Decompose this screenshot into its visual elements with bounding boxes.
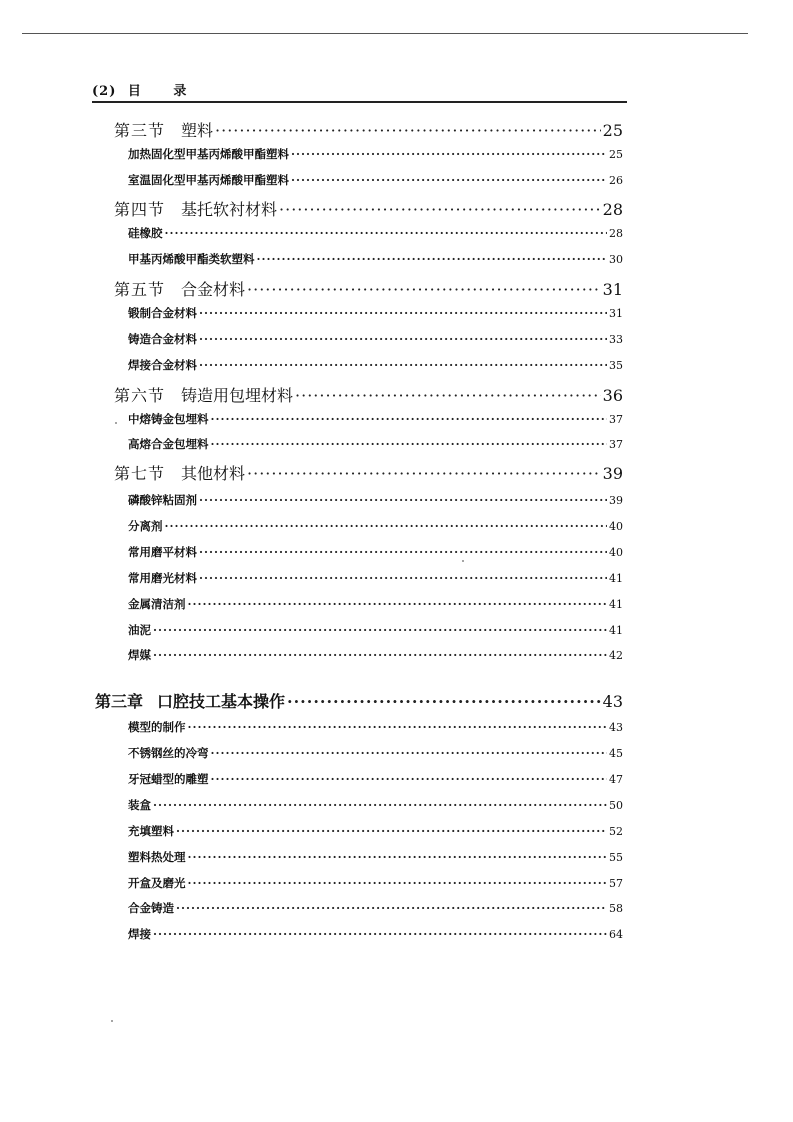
toc-label: [114, 118, 213, 141]
toc-item: [128, 719, 623, 735]
toc-label: [128, 647, 151, 663]
toc-label: [128, 331, 197, 347]
toc-item: [128, 411, 623, 427]
toc-title: 硅橡胶: [128, 226, 163, 240]
page-number: (2): [92, 84, 117, 99]
toc-label: [128, 771, 209, 787]
toc-page-number: 26: [609, 174, 623, 187]
dot-leader: [199, 493, 607, 507]
toc-page-number: 52: [609, 825, 623, 838]
toc-item: [128, 146, 623, 162]
toc-title: 牙冠蜡型的雕塑: [128, 772, 209, 786]
toc-title: 金属清洁剂: [128, 597, 186, 611]
toc-title: 铸造合金材料: [128, 332, 197, 346]
dot-leader: [247, 464, 601, 483]
toc-title: 甲基丙烯酸甲酯类软塑料: [128, 252, 255, 266]
toc-item: [128, 797, 623, 813]
dot-leader: [211, 437, 608, 451]
dot-leader: [291, 173, 607, 187]
dot-leader: [211, 772, 608, 786]
toc-title: 口腔技工基本操作: [157, 692, 286, 711]
toc-page-number: 41: [609, 624, 623, 637]
toc-page-number: 58: [609, 902, 623, 915]
dot-leader: [199, 571, 607, 585]
toc-page-number: 55: [609, 851, 623, 864]
dot-leader: [211, 746, 608, 760]
dot-leader: [211, 412, 608, 426]
dot-leader: [291, 147, 607, 161]
dot-leader: [188, 720, 608, 734]
toc-item: [128, 647, 623, 663]
dot-leader: [153, 798, 607, 812]
toc-label: [114, 197, 277, 220]
dot-leader: [188, 876, 608, 890]
dot-leader: [165, 226, 608, 240]
toc-page-number: 31: [602, 280, 623, 299]
toc-section: [114, 197, 623, 220]
toc-number: 第三节: [114, 121, 166, 140]
toc-page-number: 28: [609, 227, 623, 240]
toc-page-number: 40: [609, 546, 623, 559]
toc-page-number: 25: [609, 148, 623, 161]
toc-item: [128, 745, 623, 761]
toc-item: [128, 849, 623, 865]
toc-number: 第四节: [114, 200, 166, 219]
toc-item: [128, 518, 623, 534]
toc-page-number: 42: [609, 649, 623, 662]
toc-item: [128, 926, 623, 942]
toc-page-number: 57: [609, 877, 623, 890]
toc-title: 中熔铸金包埋料: [128, 412, 209, 426]
toc-number: 第七节: [114, 464, 166, 483]
toc-title: 开盒及磨光: [128, 876, 186, 890]
toc-label: [128, 146, 289, 162]
toc-item: [128, 875, 623, 891]
toc-item: [128, 771, 623, 787]
toc-chapter: [95, 689, 623, 712]
dot-leader: [199, 332, 607, 346]
toc-item: [128, 225, 623, 241]
toc-page-number: 41: [609, 572, 623, 585]
toc-section: [114, 461, 623, 484]
toc-title: 焊媒: [128, 648, 151, 662]
toc-title: 油泥: [128, 623, 151, 637]
toc-label: [128, 745, 209, 761]
toc-item: [128, 357, 623, 373]
toc-item: [128, 544, 623, 560]
dot-leader: [257, 252, 608, 266]
toc-label: [128, 823, 174, 839]
toc-title: 不锈钢丝的冷弯: [128, 746, 209, 760]
toc-number: 第五节: [114, 280, 166, 299]
toc-label: [128, 225, 163, 241]
toc-label: [95, 689, 285, 712]
toc-label: [128, 719, 186, 735]
toc-page-number: 39: [602, 464, 623, 483]
toc-label: [114, 461, 245, 484]
toc-page-number: 37: [609, 438, 623, 451]
toc-label: [128, 570, 197, 586]
toc-label: [128, 492, 197, 508]
toc-page-number: 30: [609, 253, 623, 266]
toc-label: [114, 383, 293, 406]
toc-item: [128, 596, 623, 612]
toc-page-number: 50: [609, 799, 623, 812]
toc-item: [128, 622, 623, 638]
toc-label: [128, 518, 163, 534]
dot-leader: [188, 850, 608, 864]
toc-title: 充填塑料: [128, 824, 174, 838]
dot-leader: [165, 519, 608, 533]
dot-leader: [153, 927, 607, 941]
toc-section: [114, 383, 623, 406]
toc-page-number: 31: [609, 307, 623, 320]
dot-leader: [188, 597, 608, 611]
toc-section: [114, 277, 623, 300]
toc-title: 锻制合金材料: [128, 306, 197, 320]
toc-label: [128, 251, 255, 267]
toc-label: [128, 797, 151, 813]
toc-title: 其他材料: [181, 464, 246, 483]
dot-leader: [176, 824, 607, 838]
toc-item: [128, 251, 623, 267]
toc-item: [128, 900, 623, 916]
toc-page-number: 35: [609, 359, 623, 372]
toc-label: [128, 357, 197, 373]
toc-title: 常用磨光材料: [128, 571, 197, 585]
running-title: 目 录: [127, 84, 201, 99]
toc-label: [128, 875, 186, 891]
toc-label: [128, 596, 186, 612]
toc-title: 模型的制作: [128, 720, 186, 734]
toc-title: 焊接: [128, 927, 151, 941]
dot-leader: [279, 200, 601, 219]
dot-leader: [215, 121, 601, 140]
toc-page-number: 37: [609, 413, 623, 426]
dot-leader: [199, 306, 607, 320]
toc-title: 合金铸造: [128, 901, 174, 915]
toc-item: [128, 823, 623, 839]
toc-page-number: 33: [609, 333, 623, 346]
dot-leader: [176, 901, 607, 915]
toc-page-number: 28: [602, 200, 623, 219]
dot-leader: [287, 692, 601, 711]
toc-item: [128, 436, 623, 452]
toc-page-number: 45: [609, 747, 623, 760]
toc-title: 塑料: [181, 121, 214, 140]
toc-label: [128, 622, 151, 638]
toc-number: 第六节: [114, 386, 166, 405]
toc-item: [128, 305, 623, 321]
toc-page-number: 43: [609, 721, 623, 734]
toc-page-number: 41: [609, 598, 623, 611]
toc-title: 焊接合金材料: [128, 358, 197, 372]
scan-speck: [111, 1020, 113, 1022]
toc-page-number: 39: [609, 494, 623, 507]
toc-label: [114, 277, 245, 300]
dot-leader: [295, 386, 601, 405]
scan-speck: [462, 560, 464, 562]
toc-label: [128, 305, 197, 321]
toc-title: 装盒: [128, 798, 151, 812]
toc-title: 常用磨平材料: [128, 545, 197, 559]
toc-page-number: 36: [602, 386, 623, 405]
toc-item: [128, 570, 623, 586]
toc-title: 分离剂: [128, 519, 163, 533]
dot-leader: [247, 280, 601, 299]
toc-title: 磷酸锌粘固剂: [128, 493, 197, 507]
toc-item: [128, 172, 623, 188]
toc-page-number: 40: [609, 520, 623, 533]
toc-label: [128, 849, 186, 865]
toc-label: [128, 544, 197, 560]
toc-title: 塑料热处理: [128, 850, 186, 864]
toc-page-number: 64: [609, 928, 623, 941]
toc-item: [128, 331, 623, 347]
scan-speck: [115, 422, 117, 424]
toc-label: [128, 172, 289, 188]
toc-title: 加热固化型甲基丙烯酸甲酯塑料: [128, 147, 289, 161]
toc-page-number: 43: [602, 692, 623, 711]
toc-number: 第三章: [95, 692, 144, 711]
toc-title: 室温固化型甲基丙烯酸甲酯塑料: [128, 173, 289, 187]
toc-section: [114, 118, 623, 141]
toc-label: [128, 436, 209, 452]
toc-title: 基托软衬材料: [181, 200, 278, 219]
toc-label: [128, 900, 174, 916]
dot-leader: [199, 358, 607, 372]
toc-page-number: 47: [609, 773, 623, 786]
toc-title: 铸造用包埋材料: [181, 386, 294, 405]
toc-label: [128, 926, 151, 942]
toc-title: 高熔合金包埋料: [128, 437, 209, 451]
dot-leader: [153, 623, 607, 637]
toc-page-number: 25: [602, 121, 623, 140]
toc-title: 合金材料: [181, 280, 246, 299]
toc-item: [128, 492, 623, 508]
dot-leader: [199, 545, 607, 559]
dot-leader: [153, 648, 607, 662]
toc-label: [128, 411, 209, 427]
